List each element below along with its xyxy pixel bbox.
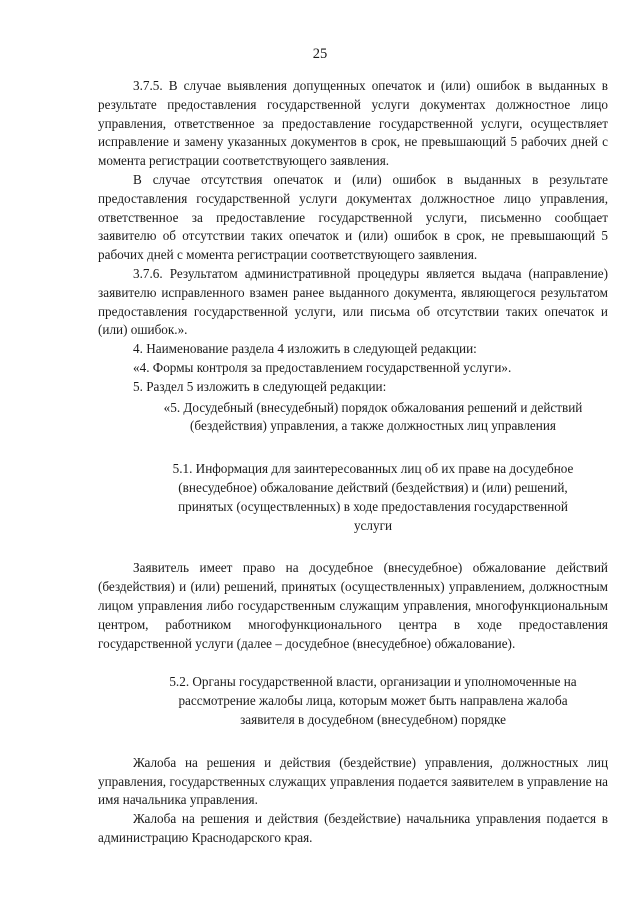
document-body	[98, 77, 608, 848]
paragraph-section-4-title: «4. Формы контроля за предоставлением государственной услуги».	[133, 359, 512, 375]
section-5-heading: «5. Досудебный (внесудебный) порядок обжалования решений и действий (бездействия) управления, а также должностных лиц управления	[163, 399, 583, 434]
page-number: 25	[312, 46, 328, 62]
subsection-5-2-heading: 5.2. Органы государственной власти, организации и уполномоченные на рассмотрение жалобы лица, которым может быть направлена жалоба заявителя в досудебном (внесудебном) порядке	[169, 674, 577, 727]
paragraph-3-7-5: 3.7.5. В случае выявления допущенных опечаток и (или) ошибок в выданных в результате предоставления государственной услуги документах должностное лицо управления, ответственное за предоставление государственной услуги, осуществляет исправление и замену указанных документов в срок, не превышающий 5 рабочих дней с момента регистрации соответствующего заявления.	[98, 78, 608, 169]
paragraph-no-errors: В случае отсутствия опечаток и (или) ошибок в выданных в результате предоставления государственной услуги документах должностное лицо управления, ответственное за предоставление государственной услуги, письменно сообщает заявителю об отсутствии таких опечаток и (или) ошибок в срок, не превышающий 5 рабочих дней с момента регистрации соответствующего заявления.	[98, 171, 608, 263]
paragraph-complaint-management: Жалоба на решения и действия (бездействие) управления, должностных лиц управления, государственных служащих управления подается заявителем в управление на имя начальника управления.	[98, 754, 608, 808]
paragraph-complaint-head: Жалоба на решения и действия (бездействие) начальника управления подается в администрацию Краснодарского края.	[98, 811, 608, 845]
paragraph-item-5: 5. Раздел 5 изложить в следующей редакции:	[133, 378, 387, 394]
subsection-5-1-heading: 5.1. Информация для заинтересованных лиц об их праве на досудебное (внесудебное) обжалование действий (бездействия) и (или) решений, принятых (осуществленных) в ходе предоставления государственной услуги	[172, 461, 574, 533]
paragraph-applicant-right: Заявитель имеет право на досудебное (внесудебное) обжалование действий (бездействия) и (или) решений, принятых (осуществленных) управлением, должностным лицом управления либо государственным служащим управления, многофункциональным центром, работником многофункционального центра в ходе предоставления государственной услуги (далее – досудебное (внесудебное) обжалование).	[98, 560, 608, 651]
paragraph-3-7-6: 3.7.6. Результатом административной процедуры является выдача (направление) заявителю исправленного взамен ранее выданного документа, являющегося результатом предоставления государственной услуги, или письма об отсутствии таких опечаток и (или) ошибок.».	[98, 265, 608, 338]
paragraph-item-4: 4. Наименование раздела 4 изложить в следующей редакции:	[133, 341, 477, 357]
